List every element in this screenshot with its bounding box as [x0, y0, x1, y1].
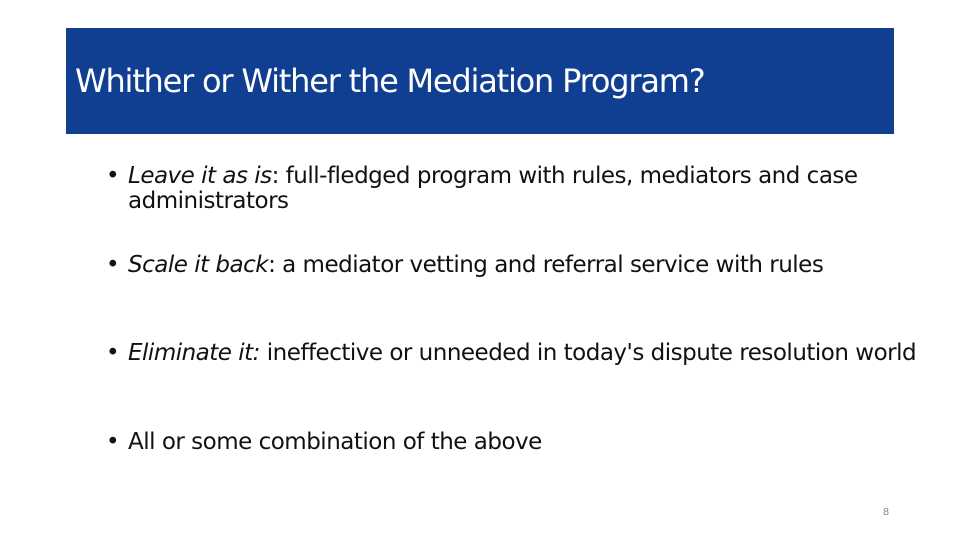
- bullet-item-eliminate-it: [100, 341, 928, 366]
- bullet-marker: •: [106, 163, 120, 189]
- bullet-text: a mediator vetting and referral service with rules: [275, 252, 824, 278]
- bullet-lead: Leave it as is: [128, 163, 272, 189]
- bullet-text: ineffective or unneeded in today's dispute resolution world: [259, 340, 917, 366]
- bullet-separator: :: [271, 163, 279, 189]
- page-number: 8: [882, 507, 890, 518]
- bullet-lead: Eliminate it:: [128, 340, 260, 366]
- title-bar: [66, 28, 894, 134]
- bullet-marker: •: [106, 252, 120, 278]
- bullet-item-leave-it: [100, 164, 928, 214]
- bullet-item-all-or-some: [100, 430, 928, 455]
- bullet-separator: :: [268, 252, 276, 278]
- slide-title: Whither or Wither the Mediation Program?: [75, 62, 705, 100]
- bullet-text: full-fledged program with rules, mediators and case administrators: [128, 163, 858, 214]
- bullet-lead: Scale it back: [128, 252, 269, 278]
- bullet-text: All or some combination of the above: [128, 429, 542, 455]
- bullet-item-scale-it-back: [100, 253, 928, 278]
- bullet-marker: •: [106, 340, 120, 366]
- bullet-marker: •: [106, 429, 120, 455]
